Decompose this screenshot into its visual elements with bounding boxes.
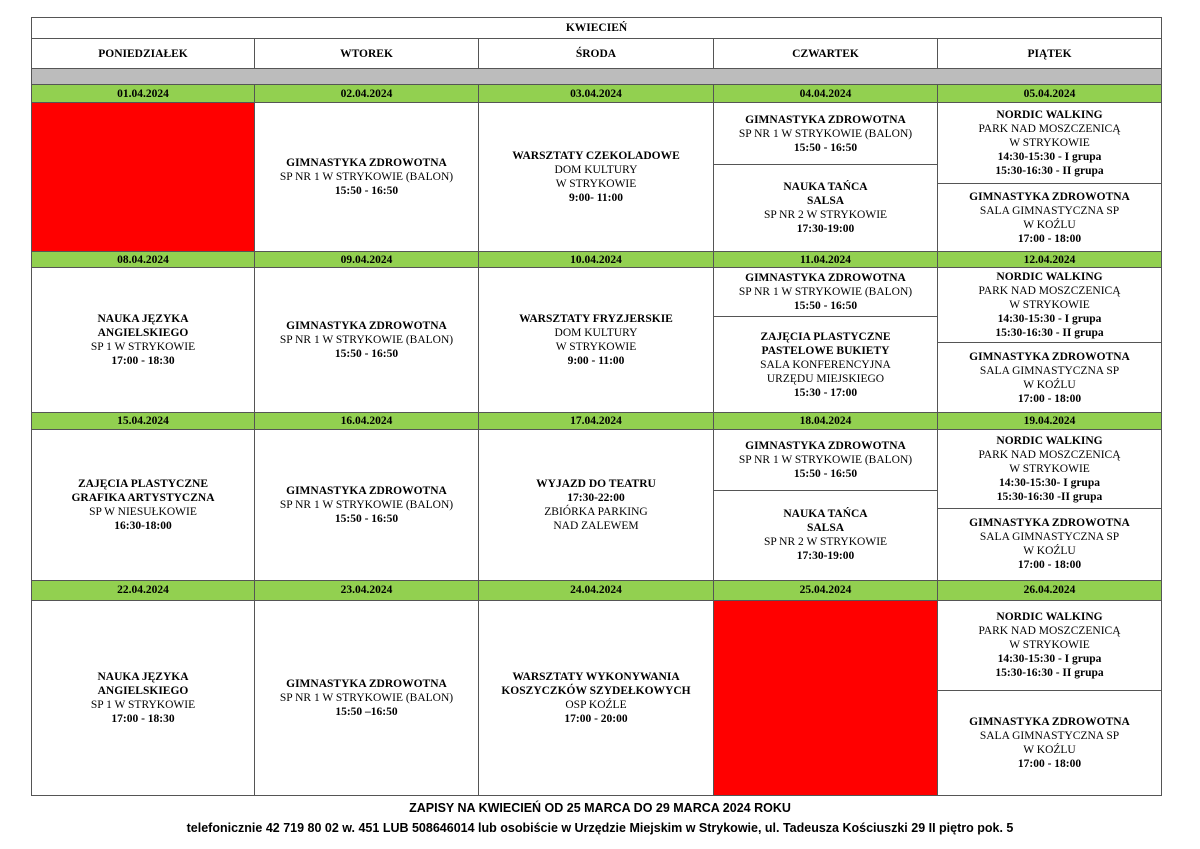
event-stack <box>255 601 478 795</box>
event-block <box>255 103 478 251</box>
event-block <box>32 430 254 579</box>
footer-contact-line: telefonicznie 42 719 80 02 w. 451 LUB 508646014 lub osobiście w Urzędzie Miejskim w Strykowie, ul. Tadeusza Kościuszki 29 II piętro pok. 5 <box>186 821 1014 835</box>
event-bold-line: WYJAZD DO TEATRU <box>536 478 656 491</box>
event-bold-line: NAUKA TAŃCA <box>783 181 868 194</box>
event-block <box>255 268 478 412</box>
event-cell-monday <box>32 268 255 413</box>
date-row <box>32 85 1162 103</box>
event-bold-line: SALSA <box>806 522 845 535</box>
event-stack <box>255 430 478 579</box>
event-line: SALA GIMNASTYCZNA SP <box>979 729 1120 742</box>
event-cell-tuesday <box>255 600 479 795</box>
footer-registration-line: ZAPISY NA KWIECIEŃ OD 25 MARCA DO 29 MARCA 2024 ROKU <box>409 801 791 815</box>
event-text <box>91 312 195 368</box>
event-text <box>91 670 195 726</box>
event-bold-line: GIMNASTYKA ZDROWOTNA <box>745 440 906 453</box>
event-block <box>479 601 713 795</box>
event-stack <box>714 430 937 579</box>
event-line: SALA GIMNASTYCZNA SP <box>979 204 1120 217</box>
date-cell-monday: 22.04.2024 <box>32 580 255 600</box>
event-text <box>280 484 453 526</box>
event-line: W STRYKOWIE <box>1009 463 1090 476</box>
event-bold-line: 17:00 - 18:30 <box>111 712 175 725</box>
event-block <box>714 164 937 251</box>
cancelled-day-cell <box>32 103 255 252</box>
event-stack <box>32 430 254 579</box>
event-bold-line: GIMNASTYKA ZDROWOTNA <box>286 485 447 498</box>
event-line: URZĘDU MIEJSKIEGO <box>766 372 885 385</box>
event-text <box>519 312 673 368</box>
event-cell-tuesday <box>255 103 479 252</box>
event-bold-line: 16:30-18:00 <box>114 520 172 533</box>
event-bold-line: NAUKA TAŃCA <box>783 508 868 521</box>
event-block <box>479 430 713 579</box>
day-header-friday: PIĄTEK <box>938 39 1162 69</box>
event-text <box>978 270 1120 340</box>
event-line: SP NR 1 W STRYKOWIE (BALON) <box>279 171 454 184</box>
event-bold-line: KOSZYCZKÓW SZYDEŁKOWYCH <box>501 684 691 697</box>
cancelled-day-cell <box>714 600 938 795</box>
event-block <box>479 268 713 412</box>
event-stack <box>938 103 1161 251</box>
event-stack <box>479 103 713 251</box>
event-line: SP NR 1 W STRYKOWIE (BALON) <box>738 286 913 299</box>
event-bold-line: 15:50 - 16:50 <box>793 300 858 313</box>
event-bold-line: 9:00 - 11:00 <box>567 355 625 368</box>
event-cell-tuesday <box>255 430 479 580</box>
event-line: W KOŹLU <box>1023 743 1076 756</box>
event-block <box>255 601 478 795</box>
event-cell-friday <box>938 600 1162 795</box>
event-bold-line: NORDIC WALKING <box>996 435 1103 448</box>
event-cell-friday <box>938 430 1162 580</box>
event-bold-line: 15:50 - 16:50 <box>334 185 399 198</box>
date-cell-friday: 26.04.2024 <box>938 580 1162 600</box>
events-row <box>32 103 1162 252</box>
event-cell-friday <box>938 268 1162 413</box>
event-line: SP 1 W STRYKOWIE <box>90 698 196 711</box>
event-line: W KOŹLU <box>1023 545 1076 558</box>
event-text <box>969 516 1130 572</box>
event-text <box>969 350 1130 406</box>
event-text <box>764 180 887 236</box>
date-row <box>32 580 1162 600</box>
event-line: W STRYKOWIE <box>1009 137 1090 150</box>
event-bold-line: 15:50 –16:50 <box>335 705 398 718</box>
event-cell-thursday <box>714 430 938 580</box>
event-bold-line: 14:30-15:30 - I grupa <box>997 151 1102 164</box>
event-block <box>32 268 254 412</box>
event-stack <box>255 103 478 251</box>
event-line: DOM KULTURY <box>554 164 638 177</box>
event-block <box>938 342 1161 412</box>
event-block <box>938 268 1161 342</box>
event-line: SP NR 1 W STRYKOWIE (BALON) <box>279 334 454 347</box>
event-line: W KOŹLU <box>1023 378 1076 391</box>
event-bold-line: GIMNASTYKA ZDROWOTNA <box>745 272 906 285</box>
event-text <box>978 108 1120 178</box>
event-text <box>978 434 1120 504</box>
event-block <box>714 490 937 579</box>
event-block <box>714 268 937 316</box>
event-bold-line: 15:50 - 16:50 <box>793 141 858 154</box>
event-stack <box>255 268 478 412</box>
event-line: W KOŹLU <box>1023 218 1076 231</box>
date-cell-tuesday: 16.04.2024 <box>255 413 479 430</box>
event-line: SP W NIESUŁKOWIE <box>89 506 197 519</box>
day-header-row <box>32 39 1162 69</box>
event-line: SP 1 W STRYKOWIE <box>90 341 196 354</box>
event-line: W STRYKOWIE <box>555 178 637 191</box>
event-line: SALA GIMNASTYCZNA SP <box>979 364 1120 377</box>
event-stack <box>479 601 713 795</box>
month-title: KWIECIEŃ <box>32 18 1162 39</box>
event-bold-line: ANGIELSKIEGO <box>97 684 189 697</box>
event-bold-line: 15:30-16:30 -II grupa <box>996 491 1103 504</box>
event-block <box>714 430 937 490</box>
event-line: SP NR 1 W STRYKOWIE (BALON) <box>279 691 454 704</box>
gray-band <box>32 69 1162 85</box>
event-block <box>255 430 478 579</box>
event-block <box>714 103 937 164</box>
event-line: ZBIÓRKA PARKING <box>544 506 648 519</box>
event-text <box>739 271 912 313</box>
event-line: SP NR 2 W STRYKOWIE <box>763 536 888 549</box>
event-block <box>938 103 1161 183</box>
event-cell-wednesday <box>479 103 714 252</box>
event-line: PARK NAD MOSZCZENICĄ <box>978 123 1121 136</box>
event-stack <box>938 268 1161 412</box>
event-block <box>938 601 1161 690</box>
event-line: PARK NAD MOSZCZENICĄ <box>978 449 1121 462</box>
event-block <box>938 430 1161 508</box>
event-cell-friday <box>938 103 1162 252</box>
event-text <box>969 190 1130 246</box>
event-bold-line: 15:30-16:30 - II grupa <box>995 327 1104 340</box>
event-line: SP NR 1 W STRYKOWIE (BALON) <box>279 499 454 512</box>
date-cell-tuesday: 09.04.2024 <box>255 252 479 268</box>
event-text <box>760 330 891 400</box>
schedule-table <box>31 17 1162 796</box>
event-bold-line: 17:30-19:00 <box>796 223 855 236</box>
event-stack <box>479 430 713 579</box>
event-bold-line: 14:30-15:30- I grupa <box>999 477 1100 490</box>
event-stack <box>714 268 937 412</box>
day-header-monday: PONIEDZIAŁEK <box>32 39 255 69</box>
event-bold-line: 15:50 - 16:50 <box>334 348 399 361</box>
event-bold-line: 17:00 - 18:00 <box>1017 392 1082 405</box>
event-bold-line: 17:00 - 18:30 <box>111 355 175 368</box>
event-cell-monday <box>32 600 255 795</box>
event-text <box>536 477 656 533</box>
event-bold-line: ANGIELSKIEGO <box>97 327 189 340</box>
event-line: PARK NAD MOSZCZENICĄ <box>978 285 1121 298</box>
events-row <box>32 268 1162 413</box>
event-bold-line: GIMNASTYKA ZDROWOTNA <box>969 350 1130 363</box>
event-text <box>739 113 912 155</box>
event-bold-line: 17:00 - 18:00 <box>1017 757 1082 770</box>
event-line: SP NR 2 W STRYKOWIE <box>763 209 888 222</box>
event-bold-line: ZAJĘCIA PLASTYCZNE <box>760 330 891 343</box>
event-bold-line: WARSZTATY CZEKOLADOWE <box>512 150 680 163</box>
events-row <box>32 600 1162 795</box>
date-cell-thursday: 25.04.2024 <box>714 580 938 600</box>
event-line: SP NR 1 W STRYKOWIE (BALON) <box>738 454 913 467</box>
date-cell-tuesday: 02.04.2024 <box>255 85 479 103</box>
event-text <box>969 715 1130 771</box>
event-bold-line: 9:00- 11:00 <box>569 192 623 205</box>
event-stack <box>32 268 254 412</box>
date-cell-wednesday: 10.04.2024 <box>479 252 714 268</box>
date-cell-monday: 15.04.2024 <box>32 413 255 430</box>
event-block <box>938 183 1161 251</box>
event-bold-line: NAUKA JĘZYKA <box>97 670 189 683</box>
event-bold-line: GRAFIKA ARTYSTYCZNA <box>71 492 215 505</box>
event-block <box>714 316 937 412</box>
event-bold-line: GIMNASTYKA ZDROWOTNA <box>286 320 447 333</box>
date-cell-monday: 01.04.2024 <box>32 85 255 103</box>
event-text <box>280 319 453 361</box>
date-cell-thursday: 11.04.2024 <box>714 252 938 268</box>
event-text <box>501 670 690 726</box>
event-text <box>280 677 453 719</box>
event-cell-wednesday <box>479 600 714 795</box>
event-text <box>71 477 214 533</box>
event-text <box>978 610 1120 680</box>
event-stack <box>714 103 937 251</box>
event-bold-line: GIMNASTYKA ZDROWOTNA <box>969 190 1130 203</box>
event-line: SALA GIMNASTYCZNA SP <box>979 531 1120 544</box>
day-header-wednesday: ŚRODA <box>479 39 714 69</box>
date-row <box>32 252 1162 268</box>
event-block <box>938 690 1161 795</box>
day-header-thursday: CZWARTEK <box>714 39 938 69</box>
event-line: SP NR 1 W STRYKOWIE (BALON) <box>738 127 913 140</box>
event-line: DOM KULTURY <box>554 327 638 340</box>
event-bold-line: 15:30-16:30 - II grupa <box>995 667 1104 680</box>
event-line: W STRYKOWIE <box>1009 299 1090 312</box>
event-bold-line: 17:00 - 18:00 <box>1017 232 1082 245</box>
date-cell-monday: 08.04.2024 <box>32 252 255 268</box>
month-row <box>32 18 1162 39</box>
event-text <box>764 507 887 563</box>
event-text <box>512 149 680 205</box>
event-bold-line: 15:30 - 17:00 <box>793 386 858 399</box>
event-bold-line: GIMNASTYKA ZDROWOTNA <box>969 715 1130 728</box>
date-cell-friday: 19.04.2024 <box>938 413 1162 430</box>
events-row <box>32 430 1162 580</box>
date-cell-tuesday: 23.04.2024 <box>255 580 479 600</box>
event-line: OSP KOŹLE <box>565 698 627 711</box>
gray-band-row <box>32 69 1162 85</box>
event-line: NAD ZALEWEM <box>553 520 639 533</box>
event-stack <box>32 601 254 795</box>
event-bold-line: 15:30-16:30 - II grupa <box>995 165 1104 178</box>
event-line: SALA KONFERENCYJNA <box>760 358 891 371</box>
event-cell-wednesday <box>479 430 714 580</box>
event-bold-line: GIMNASTYKA ZDROWOTNA <box>286 677 447 690</box>
event-block <box>938 508 1161 579</box>
footer <box>0 798 1200 838</box>
event-bold-line: 15:50 - 16:50 <box>793 468 858 481</box>
date-row <box>32 413 1162 430</box>
date-cell-wednesday: 17.04.2024 <box>479 413 714 430</box>
day-header-tuesday: WTOREK <box>255 39 479 69</box>
date-cell-wednesday: 24.04.2024 <box>479 580 714 600</box>
event-stack <box>938 430 1161 579</box>
event-line: W STRYKOWIE <box>555 341 637 354</box>
event-bold-line: WARSZTATY WYKONYWANIA <box>512 670 680 683</box>
event-stack <box>479 268 713 412</box>
event-bold-line: NAUKA JĘZYKA <box>97 313 189 326</box>
date-cell-friday: 05.04.2024 <box>938 85 1162 103</box>
event-stack <box>938 601 1161 795</box>
event-bold-line: SALSA <box>806 195 845 208</box>
event-bold-line: 14:30-15:30 - I grupa <box>997 313 1102 326</box>
event-bold-line: GIMNASTYKA ZDROWOTNA <box>745 113 906 126</box>
event-bold-line: 17:00 - 20:00 <box>564 712 628 725</box>
event-bold-line: GIMNASTYKA ZDROWOTNA <box>969 517 1130 530</box>
date-cell-wednesday: 03.04.2024 <box>479 85 714 103</box>
event-bold-line: 14:30-15:30 - I grupa <box>997 653 1102 666</box>
event-bold-line: WARSZTATY FRYZJERSKIE <box>519 313 673 326</box>
event-block <box>32 601 254 795</box>
event-cell-thursday <box>714 268 938 413</box>
event-line: W STRYKOWIE <box>1009 639 1090 652</box>
event-cell-wednesday <box>479 268 714 413</box>
schedule-body <box>32 18 1162 796</box>
event-bold-line: 15:50 - 16:50 <box>334 513 399 526</box>
event-bold-line: 17:00 - 18:00 <box>1017 559 1082 572</box>
event-bold-line: NORDIC WALKING <box>996 109 1103 122</box>
event-text <box>739 439 912 481</box>
event-cell-tuesday <box>255 268 479 413</box>
date-cell-friday: 12.04.2024 <box>938 252 1162 268</box>
date-cell-thursday: 04.04.2024 <box>714 85 938 103</box>
event-bold-line: GIMNASTYKA ZDROWOTNA <box>286 157 447 170</box>
date-cell-thursday: 18.04.2024 <box>714 413 938 430</box>
event-bold-line: NORDIC WALKING <box>996 611 1103 624</box>
event-bold-line: 17:30-19:00 <box>796 550 855 563</box>
event-text <box>280 156 453 198</box>
event-block <box>479 103 713 251</box>
event-bold-line: PASTELOWE BUKIETY <box>761 344 890 357</box>
event-cell-monday <box>32 430 255 580</box>
event-cell-thursday <box>714 103 938 252</box>
event-bold-line: 17:30-22:00 <box>567 492 625 505</box>
event-line: PARK NAD MOSZCZENICĄ <box>978 625 1121 638</box>
event-bold-line: ZAJĘCIA PLASTYCZNE <box>77 478 209 491</box>
event-bold-line: NORDIC WALKING <box>996 271 1103 284</box>
